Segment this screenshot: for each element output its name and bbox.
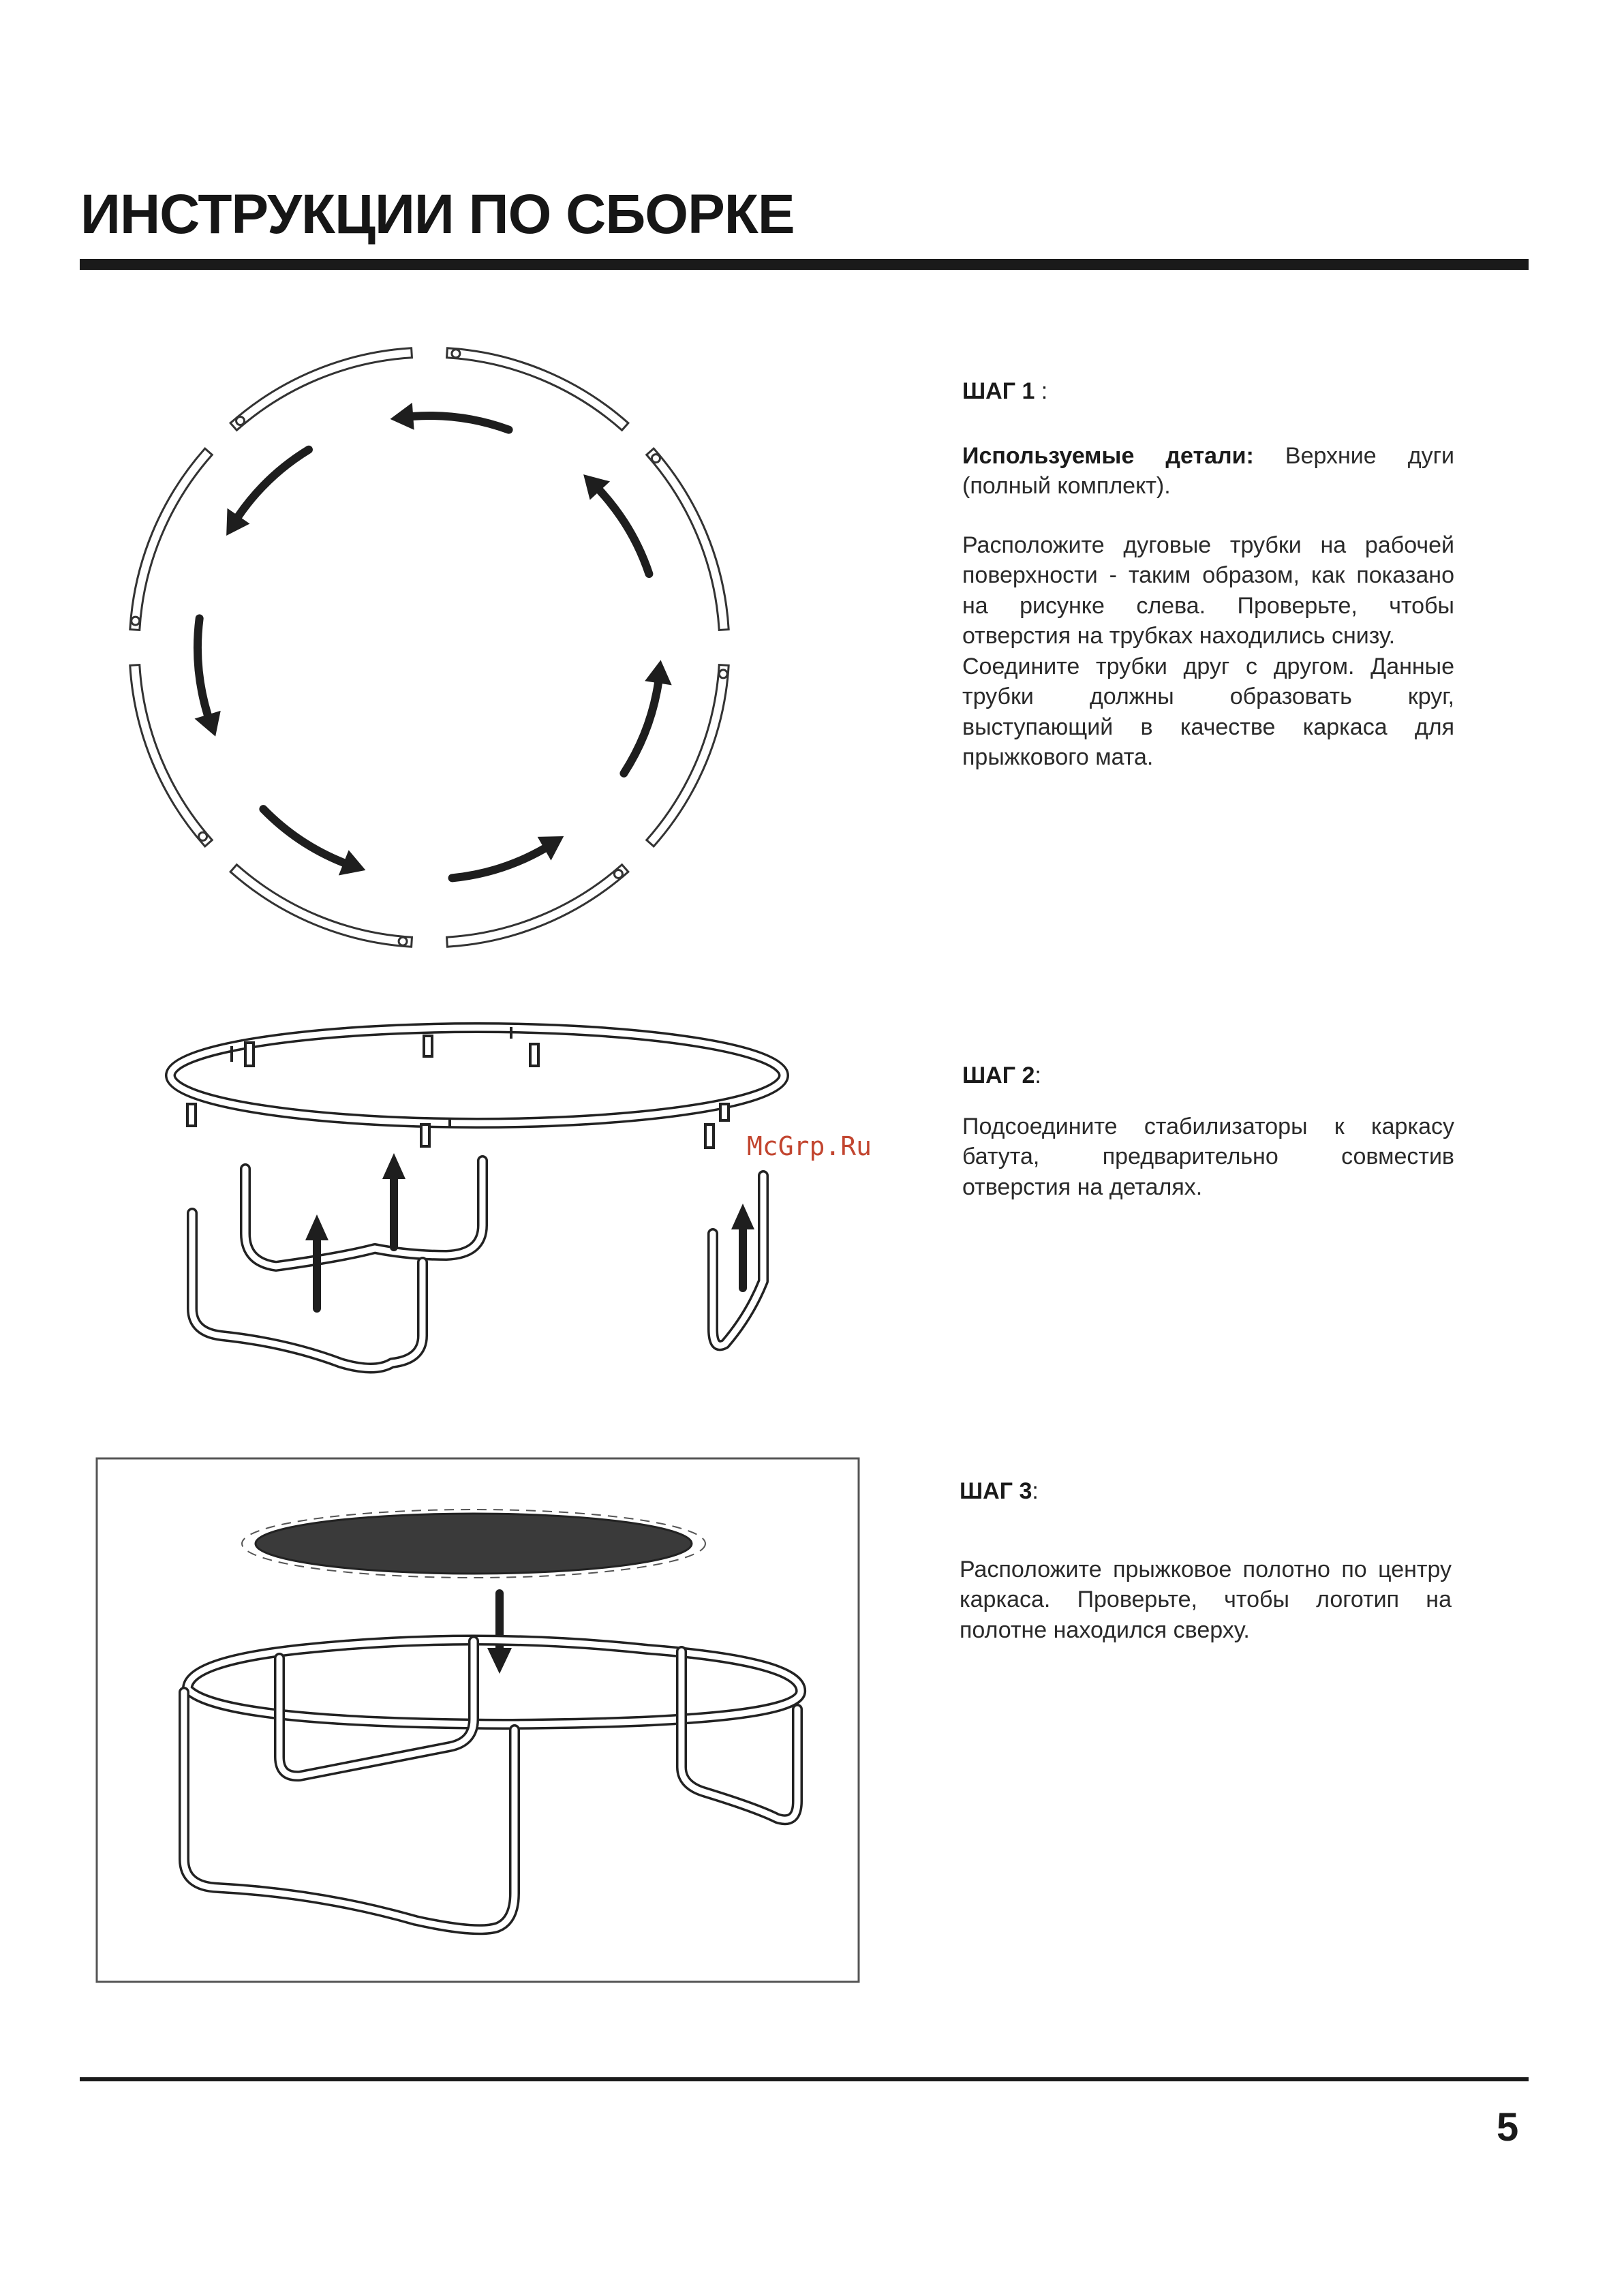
tube-hole: [652, 455, 660, 463]
arc-tube: [130, 448, 212, 630]
step2-heading-colon: :: [1035, 1062, 1041, 1088]
frame-ring: [170, 1027, 784, 1148]
arc-tube: [230, 865, 412, 947]
step2-heading: [962, 1060, 1454, 1091]
step2-figure: [157, 1009, 811, 1390]
step1-parts-label: Используемые детали:: [962, 442, 1254, 469]
step2-paragraph-1: Подсоедините стабилизаторы к каркасу батута, предварительно совместив отверстия на деталях.: [962, 1113, 1454, 1200]
step3-heading: [960, 1476, 1452, 1507]
circular-arrows-icon: [453, 836, 564, 878]
step3-heading-text: ШАГ 3: [960, 1478, 1032, 1504]
tube-hole: [614, 870, 622, 878]
step1-block: [962, 376, 1454, 773]
arc-tube: [230, 348, 412, 430]
watermark: McGrp.Ru: [747, 1131, 872, 1161]
step1-tubes: [130, 348, 729, 947]
up-arrow-icon: [731, 1204, 754, 1288]
tube-hole: [236, 417, 245, 425]
tube-hole: [132, 617, 140, 625]
circular-arrows-icon: [194, 618, 220, 736]
step1-parts: [962, 441, 1454, 502]
step3-figure: [95, 1457, 860, 1983]
leg-middle: [245, 1161, 482, 1266]
step1-figure: [123, 341, 763, 954]
tube-hole: [399, 937, 407, 945]
circular-arrows-icon: [226, 450, 309, 536]
tube-hole: [199, 832, 207, 840]
tube-hole: [452, 350, 460, 358]
circular-arrows-icon: [263, 809, 365, 875]
step3-paragraph-1: Расположите прыжковое полотно по центру каркаса. Проверьте, чтобы логотип на полотне находился сверху.: [960, 1556, 1452, 1643]
step1-arrows: [194, 403, 671, 878]
circular-arrows-icon: [390, 403, 508, 430]
tube-hole: [719, 670, 727, 678]
up-arrow-icon: [382, 1153, 405, 1247]
step3-heading-colon: :: [1032, 1478, 1039, 1504]
circular-arrows-icon: [583, 474, 649, 574]
step1-paragraph-2: Соедините трубки друг с другом. Данные трубки должны образовать круг, выступающий в качестве каркаса для прыжкового мата.: [962, 653, 1454, 770]
step1-parts-text: Верхние дуги (полный комплект).: [962, 442, 1454, 499]
circular-arrows-icon: [624, 660, 671, 773]
page-number: 5: [1497, 2105, 1519, 2149]
footer-divider: [80, 2077, 1529, 2081]
page-title: ИНСТРУКЦИИ ПО СБОРКЕ: [80, 183, 795, 245]
step1-heading: [962, 376, 1454, 407]
leg-right: [713, 1176, 763, 1345]
step1-heading-text: ШАГ 1: [962, 378, 1035, 404]
step1-paragraph-1: Расположите дуговые трубки на рабочей поверхности - таким образом, как показано на рисунке слева. Проверьте, чтобы отверстия на трубках находились снизу.: [962, 532, 1454, 649]
step2-block: [962, 1060, 1454, 1202]
arc-tube: [647, 448, 729, 630]
step1-heading-colon: :: [1035, 378, 1048, 404]
step3-block: [960, 1476, 1452, 1645]
title-divider: [80, 259, 1529, 270]
step2-heading-text: ШАГ 2: [962, 1062, 1035, 1088]
